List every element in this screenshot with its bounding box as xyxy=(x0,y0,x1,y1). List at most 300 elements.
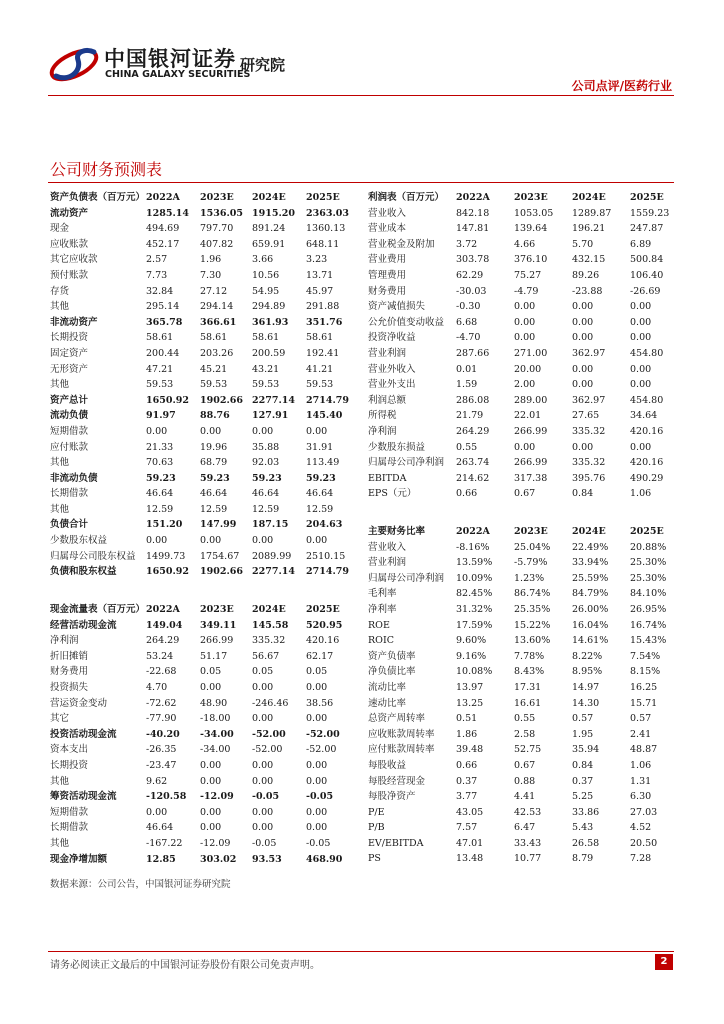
table-row xyxy=(368,540,686,556)
cell-value: 266.99 xyxy=(200,635,234,647)
row-label: 其他 xyxy=(50,837,70,849)
cell-value: 1.96 xyxy=(200,254,222,266)
cell-value: 1559.23 xyxy=(630,207,670,219)
cell-value: 0.00 xyxy=(630,441,652,453)
row-label: 应收账款 xyxy=(50,238,89,250)
cell-value: 27.65 xyxy=(572,410,600,422)
cell-value: 1.23% xyxy=(514,572,545,584)
cell-value: 335.32 xyxy=(252,635,286,647)
cell-value: 303.78 xyxy=(456,254,490,266)
cell-value: 294.14 xyxy=(200,301,234,313)
row-label: 应收账款周转率 xyxy=(368,728,435,740)
cell-value: 43.05 xyxy=(456,806,484,818)
cell-value: 58.61 xyxy=(252,332,280,344)
table-row xyxy=(50,836,356,852)
cell-value: 294.89 xyxy=(252,301,286,313)
cell-value: -40.20 xyxy=(146,728,180,740)
cell-value: 0.00 xyxy=(200,806,222,818)
cell-value: 2.41 xyxy=(630,728,652,740)
cell-value: 0.00 xyxy=(252,425,274,437)
cell-value: -0.05 xyxy=(306,837,331,849)
row-label: 每股净资产 xyxy=(368,791,416,803)
table-title: 利润表（百万元） xyxy=(368,192,445,203)
row-label: 流动比率 xyxy=(368,681,407,693)
table-header-row xyxy=(50,602,356,618)
cell-value: 31.91 xyxy=(306,441,334,453)
cell-value: 1650.92 xyxy=(146,566,189,578)
cell-value: -120.58 xyxy=(146,791,187,803)
cell-value: 21.33 xyxy=(146,441,174,453)
column-header: 2023E xyxy=(200,604,234,615)
column-header: 2024E xyxy=(572,192,606,203)
cell-value: 1754.67 xyxy=(200,550,240,562)
cell-value: 204.63 xyxy=(306,519,343,531)
cell-value: 0.00 xyxy=(146,425,168,437)
table-row xyxy=(50,486,356,502)
cell-value: 361.93 xyxy=(252,316,289,328)
table-title: 主要财务比率 xyxy=(368,526,426,537)
table-row xyxy=(368,424,686,440)
cell-value: 20.88% xyxy=(630,541,667,553)
row-label: 少数股东权益 xyxy=(50,535,108,547)
cell-value: 468.90 xyxy=(306,853,343,865)
cell-value: 0.00 xyxy=(514,332,536,344)
cell-value: 0.66 xyxy=(456,488,478,500)
cell-value: 45.97 xyxy=(306,285,334,297)
cell-value: 366.61 xyxy=(200,316,237,328)
cell-value: 295.14 xyxy=(146,301,180,313)
row-label: ROIC xyxy=(368,635,394,647)
cell-value: 0.00 xyxy=(572,379,594,391)
cell-value: 58.61 xyxy=(306,332,334,344)
row-label: 长期借款 xyxy=(50,822,89,834)
cell-value: 362.97 xyxy=(572,347,606,359)
cell-value: 5.43 xyxy=(572,822,594,834)
table-row xyxy=(368,649,686,665)
cell-value: 3.23 xyxy=(306,254,328,266)
row-label: 其它 xyxy=(50,713,70,725)
cell-value: -26.35 xyxy=(146,744,177,756)
table-row xyxy=(368,851,686,867)
table-row xyxy=(368,602,686,618)
cell-value: 51.17 xyxy=(200,650,228,662)
cell-value: 271.00 xyxy=(514,347,548,359)
cell-value: 317.38 xyxy=(514,472,548,484)
table-row xyxy=(368,206,686,222)
cell-value: 46.64 xyxy=(252,488,280,500)
cell-value: 432.15 xyxy=(572,254,606,266)
cell-value: -0.05 xyxy=(306,791,334,803)
cell-value: 14.97 xyxy=(572,681,600,693)
cell-value: 6.89 xyxy=(630,238,652,250)
cell-value: 58.61 xyxy=(200,332,228,344)
table-row xyxy=(368,836,686,852)
table-row xyxy=(368,440,686,456)
cell-value: 0.00 xyxy=(306,713,328,725)
cell-value: 13.60% xyxy=(514,635,551,647)
cell-value: 149.04 xyxy=(146,619,183,631)
row-label: 折旧摊销 xyxy=(50,650,89,662)
table-row xyxy=(368,774,686,790)
table-row xyxy=(50,237,356,253)
cell-value: 25.04% xyxy=(514,541,551,553)
cell-value: 25.30% xyxy=(630,557,667,569)
cell-value: 106.40 xyxy=(630,269,664,281)
cell-value: 7.78% xyxy=(514,650,545,662)
row-label: 长期投资 xyxy=(50,332,89,344)
cell-value: 1536.05 xyxy=(200,207,243,219)
row-label: 每股经营现金 xyxy=(368,775,426,787)
cell-value: 0.88 xyxy=(514,775,536,787)
cell-value: 13.25 xyxy=(456,697,484,709)
column-header: 2024E xyxy=(252,604,286,615)
cell-value: 54.95 xyxy=(252,285,280,297)
table-row xyxy=(50,252,356,268)
row-label: 流动资产 xyxy=(50,207,89,219)
cell-value: 420.16 xyxy=(630,457,664,469)
row-label: 应付账款周转率 xyxy=(368,744,435,756)
table-row xyxy=(368,486,686,502)
institute-label: 研究院 xyxy=(240,56,286,74)
column-header: 2025E xyxy=(306,192,340,203)
row-label: 投资净收益 xyxy=(368,332,416,344)
table-row xyxy=(50,742,356,758)
cell-value: 31.32% xyxy=(456,603,493,615)
cell-value: -5.79% xyxy=(514,557,548,569)
column-header: 2022A xyxy=(456,526,490,537)
cell-value: 214.62 xyxy=(456,472,490,484)
table-row xyxy=(368,284,686,300)
cell-value: -0.05 xyxy=(252,791,280,803)
cell-value: 0.00 xyxy=(200,681,222,693)
cell-value: 2714.79 xyxy=(306,566,349,578)
cell-value: 420.16 xyxy=(630,425,664,437)
cell-value: 0.05 xyxy=(306,666,328,678)
cell-value: 12.59 xyxy=(200,503,228,515)
cell-value: 0.00 xyxy=(630,332,652,344)
cell-value: 2277.14 xyxy=(252,394,295,406)
cell-value: -4.70 xyxy=(456,332,481,344)
cell-value: -26.69 xyxy=(630,285,661,297)
row-label: 营业外支出 xyxy=(368,379,416,391)
cell-value: 0.00 xyxy=(572,363,594,375)
report-category: 公司点评/医药行业 xyxy=(571,79,672,93)
cell-value: 452.17 xyxy=(146,238,180,250)
cell-value: 7.28 xyxy=(630,853,652,865)
cell-value: 47.21 xyxy=(146,363,174,375)
table-row xyxy=(368,393,686,409)
cell-value: 0.57 xyxy=(572,713,594,725)
cell-value: 0.00 xyxy=(306,681,328,693)
page-header xyxy=(0,0,724,100)
cell-value: 0.00 xyxy=(572,441,594,453)
column-header: 2022A xyxy=(146,604,180,615)
cell-value: 25.30% xyxy=(630,572,667,584)
cell-value: 15.71 xyxy=(630,697,658,709)
cell-value: -52.00 xyxy=(306,744,337,756)
cell-value: 263.74 xyxy=(456,457,490,469)
cell-value: 349.11 xyxy=(200,619,237,631)
row-label: 负债合计 xyxy=(50,519,89,531)
cell-value: 266.99 xyxy=(514,457,548,469)
row-label: 存货 xyxy=(50,285,70,297)
cell-value: 8.79 xyxy=(572,853,594,865)
cell-value: 264.29 xyxy=(146,635,180,647)
galaxy-logo-icon xyxy=(48,42,100,88)
cell-value: 27.03 xyxy=(630,806,658,818)
cell-value: 0.00 xyxy=(200,822,222,834)
cell-value: 2.00 xyxy=(514,379,536,391)
cell-value: 151.20 xyxy=(146,519,183,531)
cell-value: 12.59 xyxy=(252,503,280,515)
cell-value: -18.00 xyxy=(200,713,231,725)
table-row xyxy=(50,664,356,680)
row-label: 每股收益 xyxy=(368,759,407,771)
cell-value: 289.00 xyxy=(514,394,548,406)
cell-value: 59.53 xyxy=(146,379,174,391)
column-header: 2023E xyxy=(514,192,548,203)
cell-value: 0.05 xyxy=(200,666,222,678)
cell-value: 8.15% xyxy=(630,666,661,678)
cell-value: 35.94 xyxy=(572,744,600,756)
table-header-row xyxy=(368,524,686,540)
table-row xyxy=(50,549,356,565)
cell-value: 21.79 xyxy=(456,410,484,422)
cell-value: 0.00 xyxy=(630,379,652,391)
cell-value: 6.30 xyxy=(630,791,652,803)
cell-value: 147.99 xyxy=(200,519,237,531)
row-label: 公允价值变动收益 xyxy=(368,316,445,328)
balance-sheet-table xyxy=(50,190,356,580)
cell-value: 8.95% xyxy=(572,666,603,678)
table-row xyxy=(50,758,356,774)
cell-value: 287.66 xyxy=(456,347,490,359)
cell-value: 0.37 xyxy=(572,775,594,787)
cell-value: 46.64 xyxy=(200,488,228,500)
cell-value: 0.00 xyxy=(306,822,328,834)
table-title: 现金流量表（百万元） xyxy=(50,604,146,615)
cell-value: 407.82 xyxy=(200,238,234,250)
table-row xyxy=(368,237,686,253)
table-row xyxy=(50,377,356,393)
cell-value: 16.61 xyxy=(514,697,542,709)
cell-value: 8.22% xyxy=(572,650,603,662)
cell-value: 59.53 xyxy=(200,379,228,391)
row-label: 流动负债 xyxy=(50,410,89,422)
cell-value: 0.00 xyxy=(252,822,274,834)
cell-value: 0.00 xyxy=(630,363,652,375)
cell-value: 46.64 xyxy=(146,822,174,834)
cell-value: 145.40 xyxy=(306,410,343,422)
row-label: 无形资产 xyxy=(50,363,89,375)
cell-value: 0.55 xyxy=(456,441,478,453)
cell-value: -77.90 xyxy=(146,713,177,725)
cell-value: 16.74% xyxy=(630,619,667,631)
row-label: 非流动资产 xyxy=(50,316,98,328)
cell-value: -23.88 xyxy=(572,285,603,297)
table-row xyxy=(368,471,686,487)
cell-value: 203.26 xyxy=(200,347,234,359)
cell-value: 0.00 xyxy=(514,316,536,328)
table-row xyxy=(50,805,356,821)
cell-value: -4.79 xyxy=(514,285,539,297)
cell-value: -34.00 xyxy=(200,728,234,740)
section-divider xyxy=(48,182,674,183)
row-label: 现金净增加额 xyxy=(50,853,108,865)
cell-value: 5.70 xyxy=(572,238,594,250)
table-row xyxy=(50,268,356,284)
row-label: P/E xyxy=(368,806,385,818)
column-header: 2024E xyxy=(252,192,286,203)
row-label: 营业收入 xyxy=(368,207,407,219)
cell-value: 42.53 xyxy=(514,806,542,818)
cell-value: 0.00 xyxy=(306,806,328,818)
cell-value: 48.87 xyxy=(630,744,658,756)
cell-value: 3.72 xyxy=(456,238,478,250)
row-label: 预付账款 xyxy=(50,269,89,281)
cell-value: 490.29 xyxy=(630,472,664,484)
row-label: 其他 xyxy=(50,379,70,391)
cell-value: 0.00 xyxy=(572,316,594,328)
cell-value: 12.59 xyxy=(146,503,174,515)
row-label: 资本支出 xyxy=(50,744,89,756)
cell-value: 139.64 xyxy=(514,223,548,235)
row-label: 短期借款 xyxy=(50,425,89,437)
row-label: 投资损失 xyxy=(50,681,89,693)
column-header: 2023E xyxy=(514,526,548,537)
cell-value: 13.71 xyxy=(306,269,334,281)
cell-value: 1499.73 xyxy=(146,550,186,562)
table-row xyxy=(368,555,686,571)
cell-value: 494.69 xyxy=(146,223,180,235)
row-label: 负债和股东权益 xyxy=(50,566,117,578)
cell-value: -30.03 xyxy=(456,285,487,297)
cell-value: 27.12 xyxy=(200,285,228,297)
cell-value: 15.43% xyxy=(630,635,667,647)
cell-value: 47.01 xyxy=(456,837,484,849)
cell-value: 26.95% xyxy=(630,603,667,615)
cell-value: 0.67 xyxy=(514,759,536,771)
cell-value: 9.60% xyxy=(456,635,487,647)
footer-divider xyxy=(48,951,674,952)
cell-value: 200.44 xyxy=(146,347,180,359)
financial-ratios-table xyxy=(368,524,686,867)
cell-value: 0.00 xyxy=(200,425,222,437)
row-label: 资产总计 xyxy=(50,394,89,406)
cell-value: 46.64 xyxy=(146,488,174,500)
cell-value: 1.86 xyxy=(456,728,478,740)
cell-value: 84.10% xyxy=(630,588,667,600)
section-title: 公司财务预测表 xyxy=(50,160,163,179)
cell-value: 62.17 xyxy=(306,650,334,662)
table-row xyxy=(50,649,356,665)
cell-value: 145.58 xyxy=(252,619,289,631)
table-row xyxy=(368,571,686,587)
cell-value: 0.37 xyxy=(456,775,478,787)
cell-value: 0.55 xyxy=(514,713,536,725)
table-row xyxy=(368,711,686,727)
cell-value: 500.84 xyxy=(630,254,664,266)
cell-value: 454.80 xyxy=(630,394,664,406)
cell-value: 86.74% xyxy=(514,588,551,600)
cell-value: 0.00 xyxy=(200,535,222,547)
cell-value: -34.00 xyxy=(200,744,231,756)
table-row xyxy=(50,533,356,549)
brand-name-cn: 中国银河证券 xyxy=(104,47,236,71)
cell-value: 2510.15 xyxy=(306,550,346,562)
row-label: 营运资金变动 xyxy=(50,697,108,709)
cell-value: 1902.66 xyxy=(200,566,243,578)
cell-value: 82.45% xyxy=(456,588,493,600)
row-label: 长期借款 xyxy=(50,488,89,500)
cell-value: 13.48 xyxy=(456,853,484,865)
table-row xyxy=(50,424,356,440)
cell-value: 0.00 xyxy=(630,301,652,313)
cell-value: 84.79% xyxy=(572,588,609,600)
row-label: 所得税 xyxy=(368,410,397,422)
cell-value: 12.85 xyxy=(146,853,176,865)
cell-value: 59.23 xyxy=(146,472,176,484)
data-source-note: 数据来源：公司公告，中国银河证券研究院 xyxy=(50,879,231,890)
table-row xyxy=(50,455,356,471)
cell-value: 264.29 xyxy=(456,425,490,437)
cell-value: 15.22% xyxy=(514,619,551,631)
table-row xyxy=(50,789,356,805)
cell-value: 4.52 xyxy=(630,822,652,834)
cell-value: 17.31 xyxy=(514,681,542,693)
cell-value: 59.23 xyxy=(252,472,282,484)
cell-value: 1.95 xyxy=(572,728,594,740)
row-label: 归属母公司净利润 xyxy=(368,457,445,469)
row-label: 应付账款 xyxy=(50,441,89,453)
table-row xyxy=(50,502,356,518)
cell-value: -12.09 xyxy=(200,791,234,803)
row-label: 营业利润 xyxy=(368,557,407,569)
row-label: 归属母公司净利润 xyxy=(368,572,445,584)
cell-value: 1.06 xyxy=(630,488,652,500)
cell-value: 1289.87 xyxy=(572,207,612,219)
cell-value: 648.11 xyxy=(306,238,340,250)
table-row xyxy=(50,564,356,580)
cell-value: 35.88 xyxy=(252,441,280,453)
column-header: 2025E xyxy=(306,604,340,615)
cell-value: 0.00 xyxy=(630,316,652,328)
row-label: 管理费用 xyxy=(368,269,407,281)
table-row xyxy=(368,758,686,774)
cell-value: 2277.14 xyxy=(252,566,295,578)
table-row xyxy=(368,408,686,424)
table-row xyxy=(50,408,356,424)
row-label: 固定资产 xyxy=(50,347,89,359)
cell-value: -72.62 xyxy=(146,697,177,709)
disclaimer-text: 请务必阅读正文最后的中国银河证券股份有限公司免责声明。 xyxy=(50,960,320,971)
table-row xyxy=(50,774,356,790)
cash-flow-table xyxy=(50,602,356,867)
row-label: EPS（元） xyxy=(368,488,417,500)
cell-value: 0.00 xyxy=(306,535,328,547)
table-row xyxy=(50,711,356,727)
cell-value: 32.84 xyxy=(146,285,174,297)
cell-value: 0.66 xyxy=(456,759,478,771)
cell-value: 33.86 xyxy=(572,806,600,818)
table-row xyxy=(50,517,356,533)
row-label: 营业费用 xyxy=(368,254,407,266)
table-row xyxy=(50,727,356,743)
cell-value: 0.84 xyxy=(572,488,594,500)
row-label: 利润总额 xyxy=(368,394,407,406)
table-row xyxy=(368,377,686,393)
table-row xyxy=(368,680,686,696)
